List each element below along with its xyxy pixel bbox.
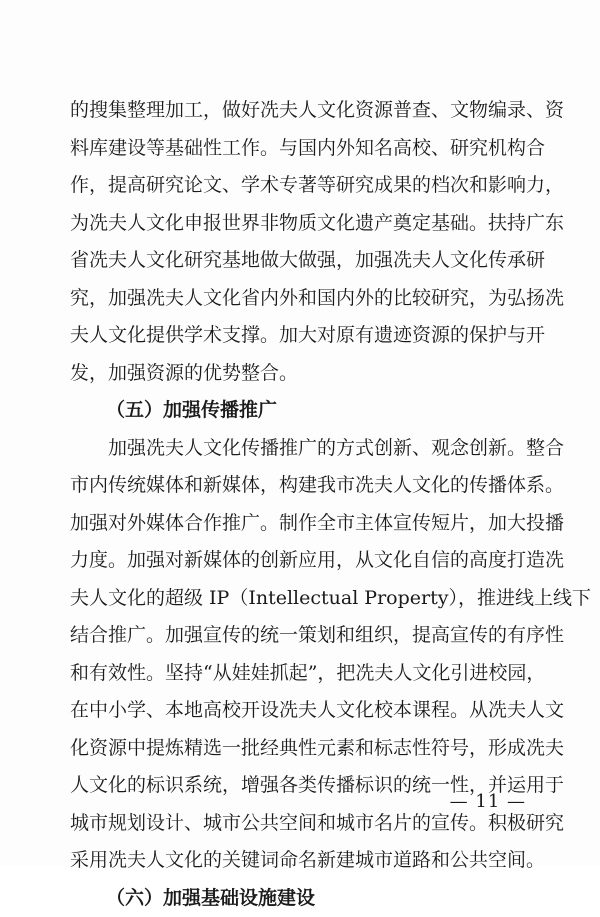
text-line: 夫人文化的超级 IP（Intellectual Property），推进线上线下 (70, 580, 540, 618)
text-line: 市内传统媒体和新媒体，构建我市冼夫人文化的传播体系。 (70, 467, 540, 505)
text-line: 究，加强冼夫人文化省内外和国内外的比较研究，为弘扬冼 (70, 280, 540, 318)
section-heading-6: （六）加强基础设施建设 (70, 880, 540, 917)
text-line: 加强冼夫人文化传播推广的方式创新、观念创新。整合 (70, 430, 540, 468)
text-line: 化资源中提炼精选一批经典性元素和标志性符号，形成冼夫 (70, 730, 540, 768)
text-line: 结合推广。加强宣传的统一策划和组织，提高宣传的有序性 (70, 617, 540, 655)
page-number: — 11 — (450, 791, 526, 812)
text-line: 为冼夫人文化申报世界非物质文化遗产奠定基础。扶持广东 (70, 205, 540, 243)
text-line: 和有效性。坚持“从娃娃抓起”，把冼夫人文化引进校园， (70, 655, 540, 693)
text-line: 省冼夫人文化研究基地做大做强，加强冼夫人文化传承研 (70, 242, 540, 280)
text-line: 加强对外媒体合作推广。制作全市主体宣传短片，加大投播 (70, 505, 540, 543)
text-line: 人文化的标识系统，增强各类传播标识的统一性，并运用于 (70, 767, 540, 805)
text-line: 夫人文化提供学术支撑。加大对原有遗迹资源的保护与开 (70, 317, 540, 355)
text-line: 采用冼夫人文化的关键词命名新建城市道路和公共空间。 (70, 842, 540, 880)
text-line: 料库建设等基础性工作。与国内外知名高校、研究机构合 (70, 130, 540, 168)
text-line: 作，提高研究论文、学术专著等研究成果的档次和影响力， (70, 167, 540, 205)
text-line: 力度。加强对新媒体的创新应用，从文化自信的高度打造冼 (70, 542, 540, 580)
section-heading-5: （五）加强传播推广 (70, 392, 540, 430)
text-line: 的搜集整理加工，做好冼夫人文化资源普查、文物编录、资 (70, 92, 540, 130)
text-line: 在中小学、本地高校开设冼夫人文化校本课程。从冼夫人文 (70, 692, 540, 730)
text-line: 城市规划设计、城市公共空间和城市名片的宣传。积极研究 (70, 805, 540, 843)
text-line: 发，加强资源的优势整合。 (70, 355, 540, 393)
